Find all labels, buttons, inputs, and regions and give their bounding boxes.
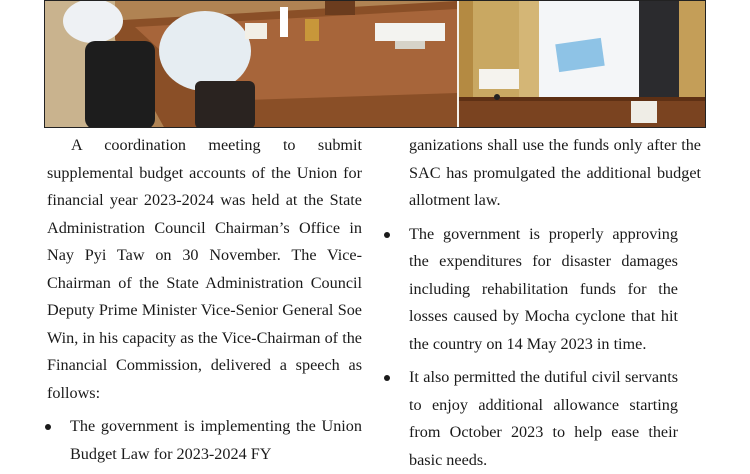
intro-paragraph: A coordination meeting to submit supplemental budget accounts of the Union for financial year 2023-2024 was held at the State Administration Council Chairman’s Office in Nay Pyi Taw on 30 November. The Vice- Chairman of the State Administration Council Deputy Prime Minister Vice-Senior General Soe Win, in his capacity as the Vice-Chairman of the Financial Commission, delivered a speech as follows: bbox=[47, 136, 362, 402]
bullet-item: The government is properly approving the expenditures for disaster damages including rehabilitation funds for the losses caused by Mocha cyclone that hit the country on 14 May 2023 in time. bbox=[386, 221, 678, 359]
photo-strip bbox=[44, 0, 706, 128]
article-left-column bbox=[47, 132, 362, 468]
speaker-illustration bbox=[459, 1, 705, 127]
meeting-table-photo bbox=[45, 1, 457, 127]
bullet-item: The government is implementing the Union Budget Law for 2023-2024 FY bbox=[47, 413, 362, 468]
meeting-table-illustration bbox=[45, 1, 457, 127]
article-right-column bbox=[409, 132, 701, 474]
continued-paragraph: ganizations shall use the funds only after the SAC has promulgated the additional budget allotment law. bbox=[409, 136, 701, 209]
speaker-photo bbox=[459, 1, 705, 127]
bullet-item: It also permitted the dutiful civil servants to enjoy additional allowance starting from October 2023 to help ease their basic needs. bbox=[386, 364, 678, 474]
